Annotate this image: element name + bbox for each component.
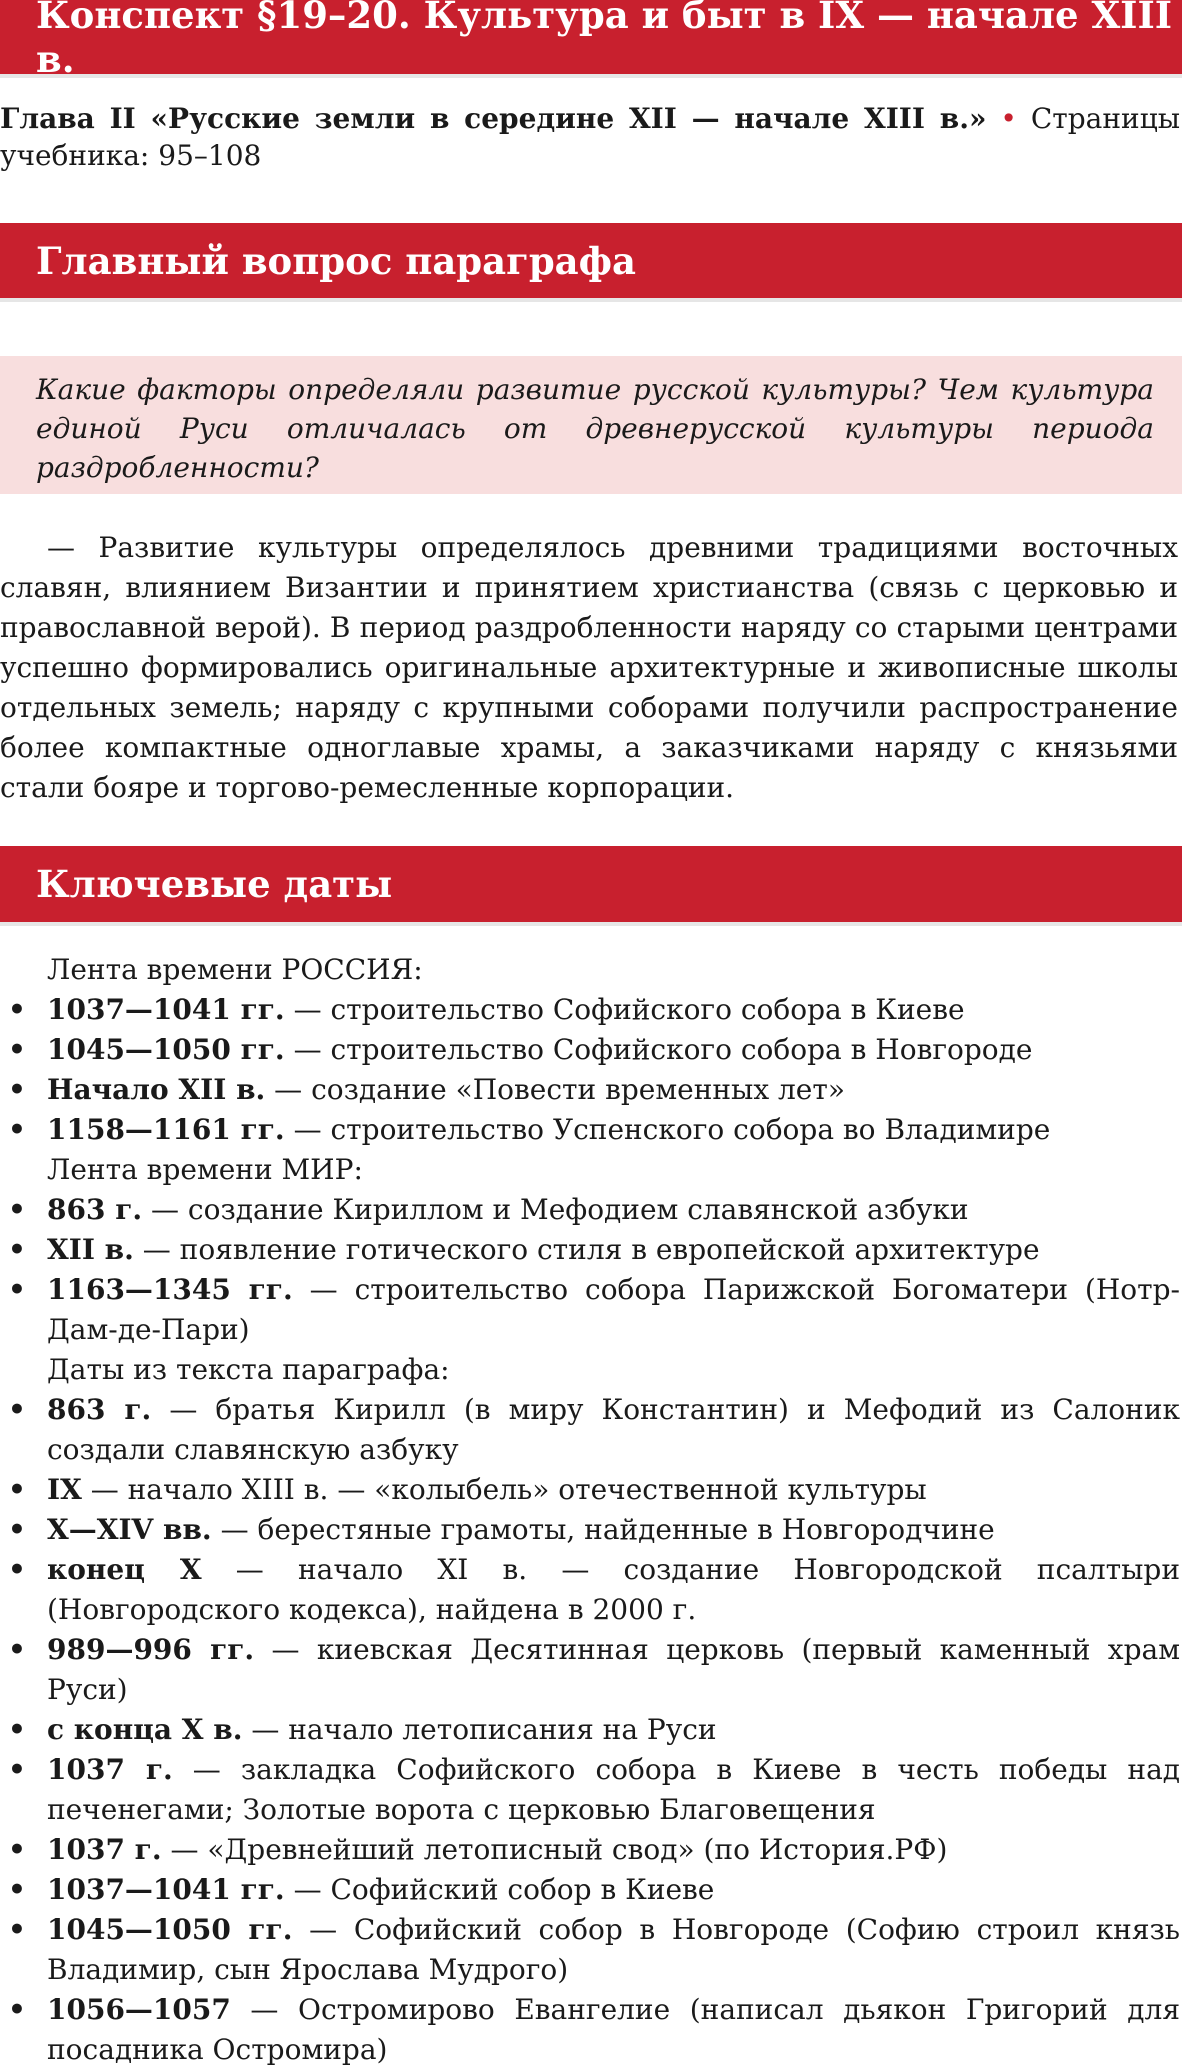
- page-title: Конспект §19–20. Культура и быт в IX — начале XIII в.: [36, 0, 1173, 81]
- date-item: [0, 1470, 1180, 1510]
- bullet-icon: •: [8, 1873, 26, 1906]
- world-timeline: [0, 1190, 1180, 1350]
- date-item: [0, 1030, 1180, 1070]
- date-value: 1045—1050 гг.: [47, 1913, 293, 1946]
- date-item: [0, 1390, 1180, 1470]
- date-description: — начало XI в. — создание Новгородской псалтыри (Новгородского кодекса), найдена в 2000 г.: [47, 1553, 1180, 1626]
- key-dates-list: [0, 950, 1180, 2070]
- date-description: — «Древнейший летописный свод» (по История.РФ): [161, 1833, 948, 1866]
- date-description: — создание Кириллом и Мефодием славянской азбуки: [142, 1193, 969, 1226]
- bullet-icon: •: [8, 1713, 26, 1746]
- date-description: — появление готического стиля в европейской архитектуре: [133, 1233, 1040, 1266]
- date-description: — строительство Успенского собора во Владимире: [284, 1113, 1051, 1146]
- date-item: [0, 1630, 1180, 1710]
- date-item: [0, 1550, 1180, 1630]
- bullet-icon: •: [8, 1033, 26, 1066]
- date-description: — киевская Десятинная церковь (первый каменный храм Руси): [47, 1633, 1180, 1706]
- bullet-icon: •: [8, 1473, 26, 1506]
- date-description: — берестяные грамоты, найденные в Новгородчине: [211, 1513, 995, 1546]
- date-value: конец X: [47, 1553, 202, 1586]
- main-question-banner: [0, 223, 1182, 302]
- date-value: 1037 г.: [47, 1833, 162, 1866]
- date-value: Начало XII в.: [47, 1073, 266, 1106]
- date-value: 1056—1057: [47, 1993, 231, 2026]
- bullet-icon: •: [8, 1833, 26, 1866]
- date-value: 1037 г.: [47, 1753, 173, 1786]
- question-text: Какие факторы определяли развитие русской культуры? Чем культура единой Руси отличалась от древнерусской культуры периода раздробленности?: [36, 373, 1154, 484]
- date-item: [0, 1710, 1180, 1750]
- date-item: [0, 1070, 1180, 1110]
- date-description: — начало летописания на Руси: [242, 1713, 717, 1746]
- answer-text: — Развитие культуры определялось древними традициями восточных славян, влиянием Византии и принятием христианства (связь с церковью и православной верой). В период раздробленности наряду со старыми центрами успешно формировались оригинальные архитектурные и живописные школы отдельных земель; наряду с крупными соборами получили распространение более компактные одноглавые храмы, а заказчиками наряду с князьями стали бояре и торгово-ремесленные корпорации.: [0, 531, 1178, 804]
- bullet-icon: •: [8, 1753, 26, 1786]
- main-question-heading: Главный вопрос параграфа: [36, 238, 637, 283]
- date-item: [0, 1110, 1180, 1150]
- bullet-icon: •: [8, 1633, 26, 1666]
- bullet-icon: •: [8, 1273, 26, 1306]
- date-description: — Софийский собор в Новгороде (Софию строил князь Владимир, сын Ярослава Мудрого): [47, 1913, 1181, 1986]
- date-item: [0, 1230, 1180, 1270]
- date-description: — закладка Софийского собора в Киеве в честь победы над печенегами; Золотые ворота с церковью Благовещения: [47, 1753, 1180, 1826]
- date-item: [0, 1910, 1180, 1990]
- russia-timeline-label: Лента времени РОССИЯ:: [47, 953, 423, 986]
- date-value: с конца X в.: [47, 1713, 243, 1746]
- date-value: 1163—1345 гг.: [47, 1273, 293, 1306]
- date-description: — Остромирово Евангелие (написал дьякон Григорий для посадника Остромира): [47, 1993, 1180, 2066]
- chapter-info: [0, 100, 1180, 174]
- key-dates-heading: Ключевые даты: [36, 862, 393, 906]
- date-value: 989—996 гг.: [47, 1633, 255, 1666]
- date-description: — Софийский собор в Киеве: [284, 1873, 715, 1906]
- date-value: 1037—1041 гг.: [47, 993, 285, 1026]
- russia-timeline: [0, 990, 1180, 1150]
- date-description: — создание «Повести временных лет»: [265, 1073, 845, 1106]
- date-value: XII в.: [47, 1233, 134, 1266]
- date-item: [0, 1510, 1180, 1550]
- bullet-icon: •: [8, 1393, 26, 1426]
- chapter-bullet: •: [1000, 102, 1017, 135]
- date-value: 1158—1161 гг.: [47, 1113, 285, 1146]
- bullet-icon: •: [8, 1993, 26, 2026]
- bullet-icon: •: [8, 1193, 26, 1226]
- chapter-label: Глава II «Русские земли в середине XII — начале XIII в.»: [0, 102, 987, 135]
- date-description: — строительство собора Парижской Богоматери (Нотр-Дам-де-Пари): [47, 1273, 1181, 1346]
- bullet-icon: •: [8, 1073, 26, 1106]
- date-value: 863 г.: [47, 1393, 152, 1426]
- date-description: — братья Кирилл (в миру Константин) и Мефодий из Салоник создали славянскую азбуку: [47, 1393, 1180, 1466]
- date-item: [0, 1750, 1180, 1830]
- world-timeline-label: Лента времени МИР:: [47, 1153, 363, 1186]
- page-title-banner: [0, 0, 1182, 81]
- bullet-icon: •: [8, 993, 26, 1026]
- date-item: [0, 1830, 1180, 1870]
- date-item: [0, 1270, 1180, 1350]
- date-description: — строительство Софийского собора в Киеве: [284, 993, 965, 1026]
- date-item: [0, 1870, 1180, 1910]
- key-dates-banner: [0, 846, 1182, 926]
- date-description: — начало XIII в. — «колыбель» отечественной культуры: [81, 1473, 927, 1506]
- date-value: IX: [47, 1473, 82, 1506]
- text-dates-label: Даты из текста параграфа:: [47, 1353, 450, 1386]
- bullet-icon: •: [8, 1233, 26, 1266]
- date-value: 863 г.: [47, 1193, 143, 1226]
- bullet-icon: •: [8, 1913, 26, 1946]
- date-value: X—XIV вв.: [47, 1513, 212, 1546]
- date-description: — строительство Софийского собора в Новгороде: [284, 1033, 1033, 1066]
- bullet-icon: •: [8, 1113, 26, 1146]
- date-value: 1037—1041 гг.: [47, 1873, 285, 1906]
- date-item: [0, 1990, 1180, 2070]
- date-item: [0, 1190, 1180, 1230]
- textbook-pages: Страницы учебника: 95–108: [0, 102, 1180, 172]
- date-item: [0, 990, 1180, 1030]
- date-value: 1045—1050 гг.: [47, 1033, 285, 1066]
- question-box: [0, 356, 1182, 494]
- bullet-icon: •: [8, 1513, 26, 1546]
- text-dates: [0, 1390, 1180, 2070]
- bullet-icon: •: [8, 1553, 26, 1586]
